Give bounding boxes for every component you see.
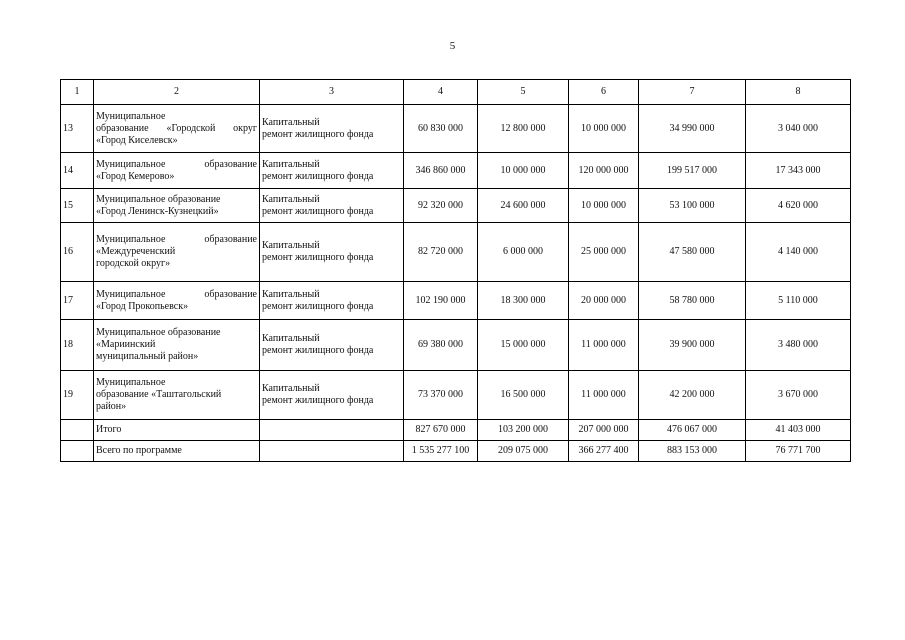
- value-cell: 76 771 700: [746, 441, 851, 462]
- work-type: [260, 441, 404, 462]
- value-cell: 5 110 000: [746, 282, 851, 320]
- name-line: городской округ»: [96, 258, 171, 269]
- header-cell: 1: [61, 80, 94, 105]
- value-cell: 53 100 000: [639, 189, 746, 223]
- municipality-name: [94, 223, 260, 282]
- municipality-name: [94, 189, 260, 223]
- table-row: [61, 371, 851, 420]
- value-cell: 209 075 000: [478, 441, 569, 462]
- row-number: [61, 441, 94, 462]
- row-number: 13: [61, 105, 94, 153]
- table-row: [61, 223, 851, 282]
- value-cell: 6 000 000: [478, 223, 569, 282]
- name-line: «Мариинский: [96, 339, 156, 350]
- type-line: Капитальный: [262, 193, 320, 205]
- header-row: [61, 80, 851, 105]
- header-cell: 7: [639, 80, 746, 105]
- value-cell: 10 000 000: [569, 189, 639, 223]
- name-line: район»: [96, 401, 127, 412]
- value-cell: 12 800 000: [478, 105, 569, 153]
- header-cell: 4: [404, 80, 478, 105]
- value-cell: 1 535 277 100: [404, 441, 478, 462]
- value-cell: 4 140 000: [746, 223, 851, 282]
- row-number: 14: [61, 153, 94, 189]
- value-cell: 10 000 000: [478, 153, 569, 189]
- type-line: Капитальный: [262, 240, 320, 251]
- program-table: [60, 79, 851, 462]
- municipality-name: [94, 153, 260, 189]
- work-type: [260, 105, 404, 153]
- type-line: ремонт жилищного фонда: [262, 300, 374, 312]
- municipality-name: [94, 105, 260, 153]
- name-line: «Город Прокопьевск»: [96, 300, 189, 312]
- value-cell: 73 370 000: [404, 371, 478, 420]
- value-cell: 42 200 000: [639, 371, 746, 420]
- value-cell: 16 500 000: [478, 371, 569, 420]
- municipality-name: [94, 320, 260, 371]
- name-line: Муниципальное: [96, 110, 166, 122]
- name-line: «Город Ленинск-Кузнецкий»: [96, 205, 219, 217]
- name-line: Муниципальное образование: [96, 193, 221, 205]
- type-line: ремонт жилищного фонда: [262, 170, 374, 182]
- value-cell: 92 320 000: [404, 189, 478, 223]
- type-line: Капитальный: [262, 288, 320, 300]
- table-row: [61, 320, 851, 371]
- value-cell: 207 000 000: [569, 420, 639, 441]
- value-cell: 17 343 000: [746, 153, 851, 189]
- value-cell: 60 830 000: [404, 105, 478, 153]
- page-number: 5: [449, 40, 456, 52]
- name-line: муниципальный район»: [96, 351, 199, 362]
- municipality-name: [94, 282, 260, 320]
- name-line: «Город Кемерово»: [96, 170, 175, 182]
- type-line: Капитальный: [262, 116, 320, 128]
- table-row: [61, 105, 851, 153]
- row-number: 17: [61, 282, 94, 320]
- value-cell: 15 000 000: [478, 320, 569, 371]
- value-cell: 3 670 000: [746, 371, 851, 420]
- value-cell: 41 403 000: [746, 420, 851, 441]
- value-cell: 3 480 000: [746, 320, 851, 371]
- work-type: [260, 320, 404, 371]
- value-cell: 34 990 000: [639, 105, 746, 153]
- value-cell: 11 000 000: [569, 371, 639, 420]
- table-row: [61, 189, 851, 223]
- name-line: Муниципальное образование: [96, 327, 221, 338]
- name-line: Муниципальное образование: [96, 288, 257, 300]
- value-cell: 69 380 000: [404, 320, 478, 371]
- type-line: Капитальный: [262, 333, 320, 344]
- value-cell: 24 600 000: [478, 189, 569, 223]
- name-line: «Город Киселевск»: [96, 134, 178, 146]
- value-cell: 827 670 000: [404, 420, 478, 441]
- value-cell: 102 190 000: [404, 282, 478, 320]
- value-cell: 103 200 000: [478, 420, 569, 441]
- row-number: [61, 420, 94, 441]
- value-cell: 199 517 000: [639, 153, 746, 189]
- type-line: Капитальный: [262, 383, 320, 394]
- name-line: «Междуреченский: [96, 246, 176, 257]
- name-line: Муниципальное образование: [96, 234, 257, 245]
- total-label: Итого: [94, 420, 260, 441]
- header-cell: 3: [260, 80, 404, 105]
- value-cell: 3 040 000: [746, 105, 851, 153]
- header-cell: 6: [569, 80, 639, 105]
- name-line: образование «Городской округ: [96, 122, 257, 134]
- name-line: Муниципальное: [96, 377, 166, 388]
- value-cell: 120 000 000: [569, 153, 639, 189]
- type-line: ремонт жилищного фонда: [262, 205, 374, 217]
- type-line: ремонт жилищного фонда: [262, 345, 374, 356]
- grand-total-label: Всего по программе: [94, 441, 260, 462]
- total-row: [61, 420, 851, 441]
- header-cell: 8: [746, 80, 851, 105]
- value-cell: 82 720 000: [404, 223, 478, 282]
- value-cell: 18 300 000: [478, 282, 569, 320]
- type-line: ремонт жилищного фонда: [262, 395, 374, 406]
- value-cell: 4 620 000: [746, 189, 851, 223]
- value-cell: 476 067 000: [639, 420, 746, 441]
- row-number: 18: [61, 320, 94, 371]
- name-line: Муниципальное образование: [96, 158, 257, 170]
- type-line: ремонт жилищного фонда: [262, 128, 374, 140]
- row-number: 19: [61, 371, 94, 420]
- header-cell: 2: [94, 80, 260, 105]
- type-line: ремонт жилищного фонда: [262, 252, 374, 263]
- work-type: [260, 223, 404, 282]
- value-cell: 20 000 000: [569, 282, 639, 320]
- work-type: [260, 371, 404, 420]
- value-cell: 346 860 000: [404, 153, 478, 189]
- work-type: [260, 420, 404, 441]
- value-cell: 883 153 000: [639, 441, 746, 462]
- value-cell: 47 580 000: [639, 223, 746, 282]
- header-cell: 5: [478, 80, 569, 105]
- work-type: [260, 282, 404, 320]
- grand-total-row: [61, 441, 851, 462]
- value-cell: 39 900 000: [639, 320, 746, 371]
- row-number: 16: [61, 223, 94, 282]
- value-cell: 10 000 000: [569, 105, 639, 153]
- work-type: [260, 189, 404, 223]
- work-type: [260, 153, 404, 189]
- row-number: 15: [61, 189, 94, 223]
- value-cell: 366 277 400: [569, 441, 639, 462]
- municipality-name: [94, 371, 260, 420]
- value-cell: 11 000 000: [569, 320, 639, 371]
- type-line: Капитальный: [262, 158, 320, 170]
- table-row: [61, 153, 851, 189]
- value-cell: 25 000 000: [569, 223, 639, 282]
- name-line: образование «Таштагольский: [96, 389, 222, 400]
- table-row: [61, 282, 851, 320]
- value-cell: 58 780 000: [639, 282, 746, 320]
